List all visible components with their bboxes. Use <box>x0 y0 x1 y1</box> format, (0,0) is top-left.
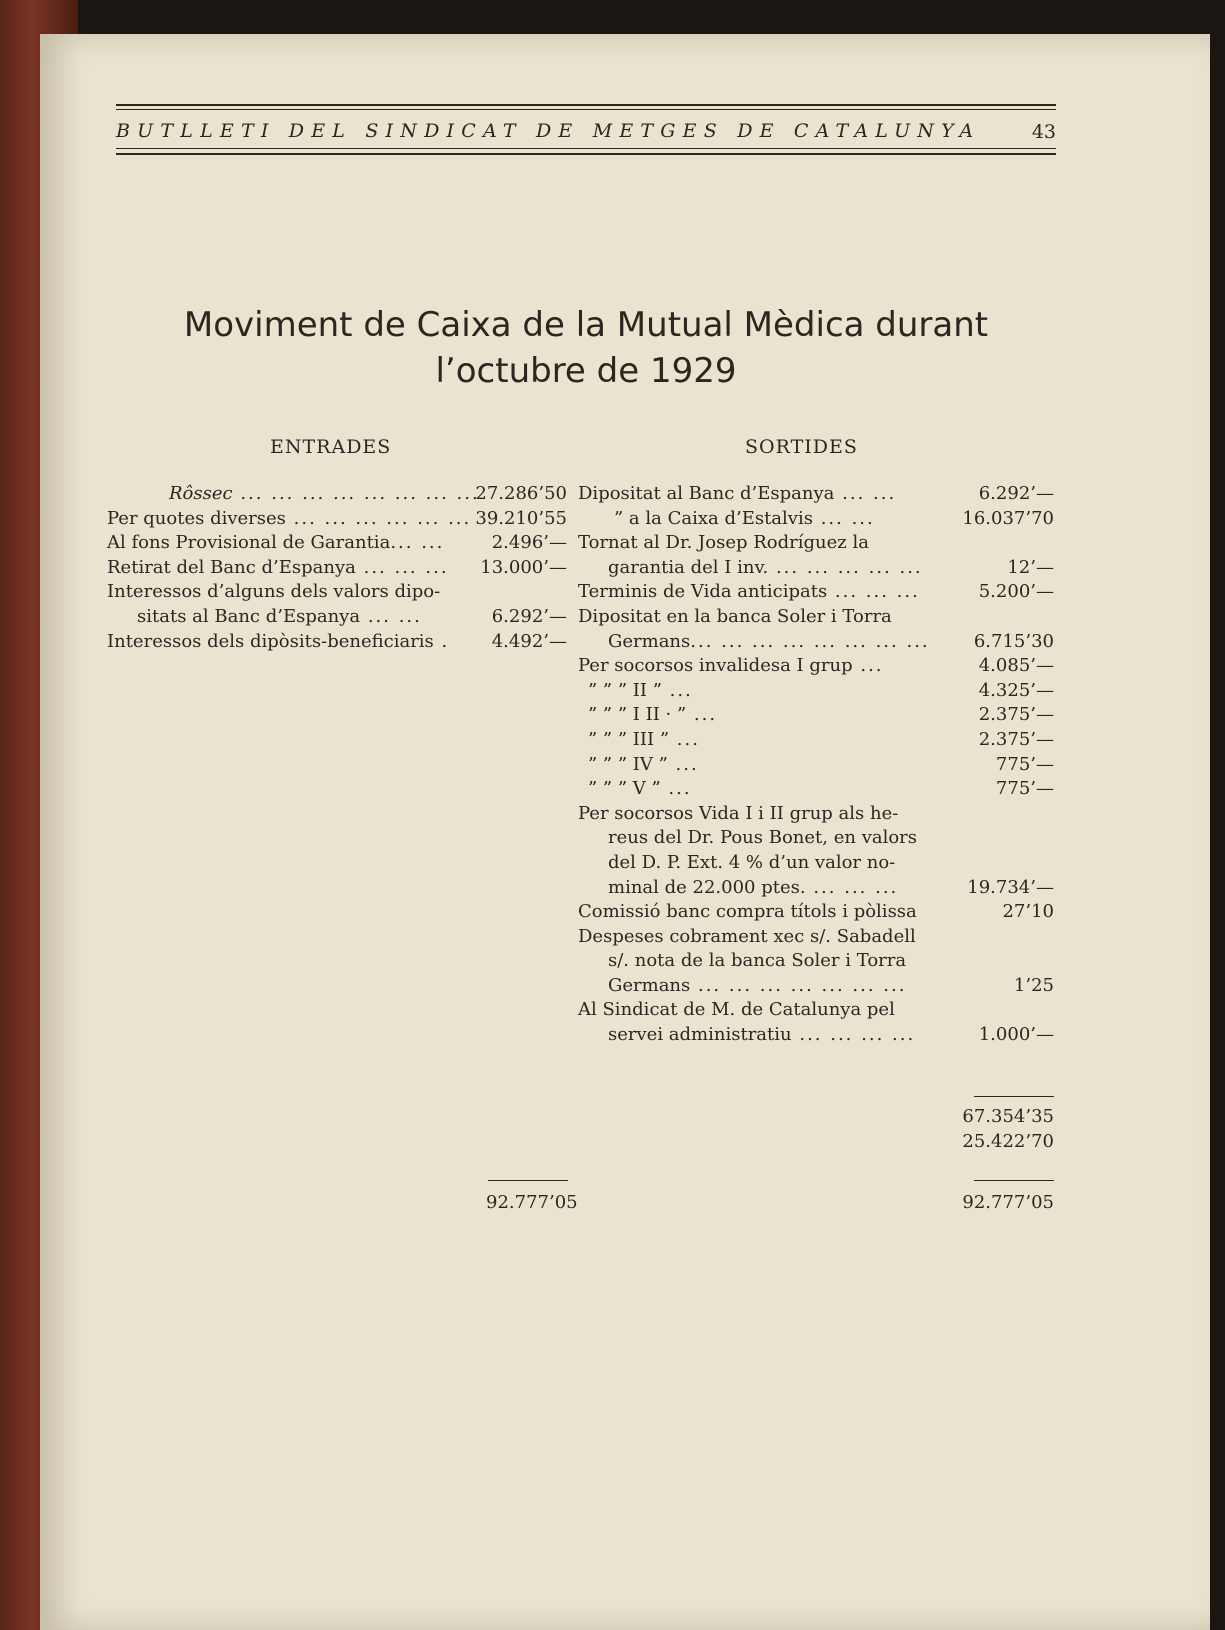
sortides-subtotal: 67.354’35 <box>962 1106 1054 1127</box>
sortides-amount: 2.375’— <box>978 704 1054 726</box>
leader-dots: ... ... ... ... ... <box>768 556 923 578</box>
entrades-label: Per quotes diverses <box>107 507 286 529</box>
sortides-row <box>578 998 1054 1023</box>
sortides-amount: 2.375’— <box>978 728 1054 750</box>
sortides-label: Dipositat al Banc d’Espanya <box>578 483 835 504</box>
entrades-label: sitats al Banc d’Espanya <box>137 605 361 627</box>
title-line-2: l’octubre de 1929 <box>435 351 737 391</box>
sortides-row <box>578 556 1054 581</box>
sortides-label: servei administratiu <box>608 1024 792 1046</box>
page-title <box>116 302 1056 394</box>
leader-dots: ... <box>686 704 718 726</box>
sortides-label: garantia del I inv. <box>608 556 769 578</box>
entrades-label: Rôssec <box>169 483 233 504</box>
sortides-row <box>578 974 1054 999</box>
entrades-heading: ENTRADES <box>270 436 392 458</box>
leader-dots: ... <box>660 778 692 800</box>
sortides-label: ” ” ” II ” <box>588 679 662 701</box>
sortides-amount: 1.000’— <box>978 1024 1054 1046</box>
sortides-row <box>578 728 1054 753</box>
sortides-row <box>578 802 1054 827</box>
sortides-row <box>578 753 1054 778</box>
sortides-amount: 1’25 <box>1013 974 1054 996</box>
entrades-amount: 4.492’— <box>491 630 567 652</box>
sortides-row <box>578 482 1054 507</box>
entrades-row <box>107 630 567 655</box>
sortides-heading: SORTIDES <box>745 436 858 458</box>
sortides-amount: 27’10 <box>1002 901 1054 923</box>
entrades-amount: 2.496’— <box>491 532 567 554</box>
leader-dots: ... ... ... ... ... ... ... ... <box>232 483 480 504</box>
running-title: BUTLLETI DEL SINDICAT DE METGES DE CATALUNYA <box>116 120 981 142</box>
entrades-row <box>107 580 567 605</box>
sortides-label: Per socorsos invalidesa I grup <box>578 655 853 677</box>
entrades-column <box>107 482 567 654</box>
sortides-row <box>578 826 1054 851</box>
entrades-total-rule <box>488 1180 568 1181</box>
sortides-column <box>578 482 1054 1048</box>
sortides-row <box>578 580 1054 605</box>
entrades-total: 92.777’05 <box>486 1192 578 1213</box>
sortides-label: ” a la Caixa d’Estalvis <box>614 507 813 529</box>
page-number: 43 <box>1031 121 1056 143</box>
sortides-row <box>578 654 1054 679</box>
leader-dots: ... <box>669 728 700 750</box>
sortides-label: ” ” ” III ” <box>588 728 670 750</box>
leader-dots: ... ... ... ... ... ... ... ... <box>690 630 930 652</box>
sortides-amount: 6.715’30 <box>973 630 1054 652</box>
sortides-label: Al Sindicat de M. de Catalunya pel <box>578 999 895 1021</box>
running-header <box>116 104 1056 156</box>
sortides-label: Germans <box>608 974 691 996</box>
sortides-label: s/. nota de la banca Soler i Torra <box>608 950 907 972</box>
sortides-row <box>578 507 1054 532</box>
entrades-amount: 6.292’— <box>491 605 567 627</box>
leader-dots: ... ... ... <box>827 581 920 603</box>
entrades-row <box>107 605 567 630</box>
leader-dots: ... ... <box>390 532 445 554</box>
sortides-label: ” ” ” V ” <box>588 778 661 800</box>
sortides-total-rule <box>974 1180 1054 1181</box>
sortides-amount: 19.734’— <box>967 876 1054 898</box>
entrades-label: Interessos d’alguns dels valors dipo- <box>107 581 441 603</box>
leader-dots: ... ... <box>812 507 875 529</box>
sortides-label: del D. P. Ext. 4 % d’un valor no- <box>608 851 896 873</box>
sortides-amount: 16.037’70 <box>962 507 1054 529</box>
sortides-amount: 4.325’— <box>978 679 1054 701</box>
entrades-row <box>107 507 567 532</box>
sortides-amount: 4.085’— <box>978 655 1054 677</box>
sortides-amount: 6.292’— <box>978 483 1054 504</box>
entrades-label: Retirat del Banc d’Espanya <box>107 556 356 578</box>
entrades-amount: 27.286’50 <box>475 483 567 504</box>
sortides-label: ” ” ” IV ” <box>588 753 668 775</box>
entrades-amount: 39.210’55 <box>475 507 567 529</box>
sortides-label: Per socorsos Vida I i II grup als he- <box>578 802 899 824</box>
sortides-row <box>578 851 1054 876</box>
document-page <box>40 34 1210 1630</box>
leader-dots: ... ... ... ... <box>791 1024 916 1046</box>
sortides-amount: 5.200’— <box>978 581 1054 603</box>
sortides-label: Dipositat en la banca Soler i Torra <box>578 605 892 627</box>
sortides-row <box>578 949 1054 974</box>
sortides-label: Tornat al Dr. Josep Rodríguez la <box>578 532 869 554</box>
header-rule-top-thin <box>116 109 1056 110</box>
sortides-balance: 25.422’70 <box>962 1131 1054 1152</box>
sortides-label: reus del Dr. Pous Bonet, en valors <box>608 827 918 849</box>
header-rule-bottom-thin <box>116 148 1056 149</box>
sortides-row <box>578 679 1054 704</box>
sortides-row <box>578 925 1054 950</box>
header-rule-bottom <box>116 153 1056 155</box>
sortides-row <box>578 1023 1054 1048</box>
leader-dots: ... <box>667 753 699 775</box>
leader-dots: ... ... ... ... ... ... ... <box>690 974 907 996</box>
entrades-row <box>107 482 567 507</box>
sortides-label: Comissió banc compra títols i pòlissa <box>578 901 917 923</box>
leader-dots: ... ... ... <box>805 876 899 898</box>
sortides-amount: 775’— <box>995 778 1054 800</box>
sortides-label: ” ” ” I II · ” <box>588 704 687 726</box>
leader-dots: ... ... <box>360 605 422 627</box>
leader-dots: ... ... ... <box>355 556 449 578</box>
sortides-subtotal-rule <box>974 1096 1054 1097</box>
title-line-1: Moviment de Caixa de la Mutual Mèdica durant <box>183 305 989 345</box>
sortides-amount: 775’— <box>995 753 1054 775</box>
sortides-row <box>578 876 1054 901</box>
sortides-label: minal de 22.000 ptes. <box>608 876 806 898</box>
sortides-row <box>578 900 1054 925</box>
sortides-amount: 12’— <box>1007 556 1054 578</box>
leader-dots: ... <box>661 679 693 701</box>
entrades-row <box>107 556 567 581</box>
sortides-label: Germans <box>608 630 691 652</box>
sortides-row <box>578 703 1054 728</box>
leader-dots: ... ... ... ... ... ... <box>285 507 472 529</box>
sortides-row <box>578 605 1054 630</box>
entrades-label: Al fons Provisional de Garantia <box>107 532 391 554</box>
sortides-row <box>578 531 1054 556</box>
header-rule-top <box>116 104 1056 106</box>
entrades-amount: 13.000’— <box>480 556 567 578</box>
leader-dots: ... ... <box>834 483 897 504</box>
entrades-label: Interessos dels dipòsits-beneficiaris <box>107 630 434 652</box>
sortides-label: Terminis de Vida anticipats <box>578 581 828 603</box>
sortides-label: Despeses cobrament xec s/. Sabadell <box>578 925 916 947</box>
sortides-total: 92.777’05 <box>962 1192 1054 1213</box>
entrades-row <box>107 531 567 556</box>
sortides-row <box>578 777 1054 802</box>
sortides-row <box>578 630 1054 655</box>
leader-dots: . <box>433 630 450 652</box>
leader-dots: ... <box>852 655 884 677</box>
